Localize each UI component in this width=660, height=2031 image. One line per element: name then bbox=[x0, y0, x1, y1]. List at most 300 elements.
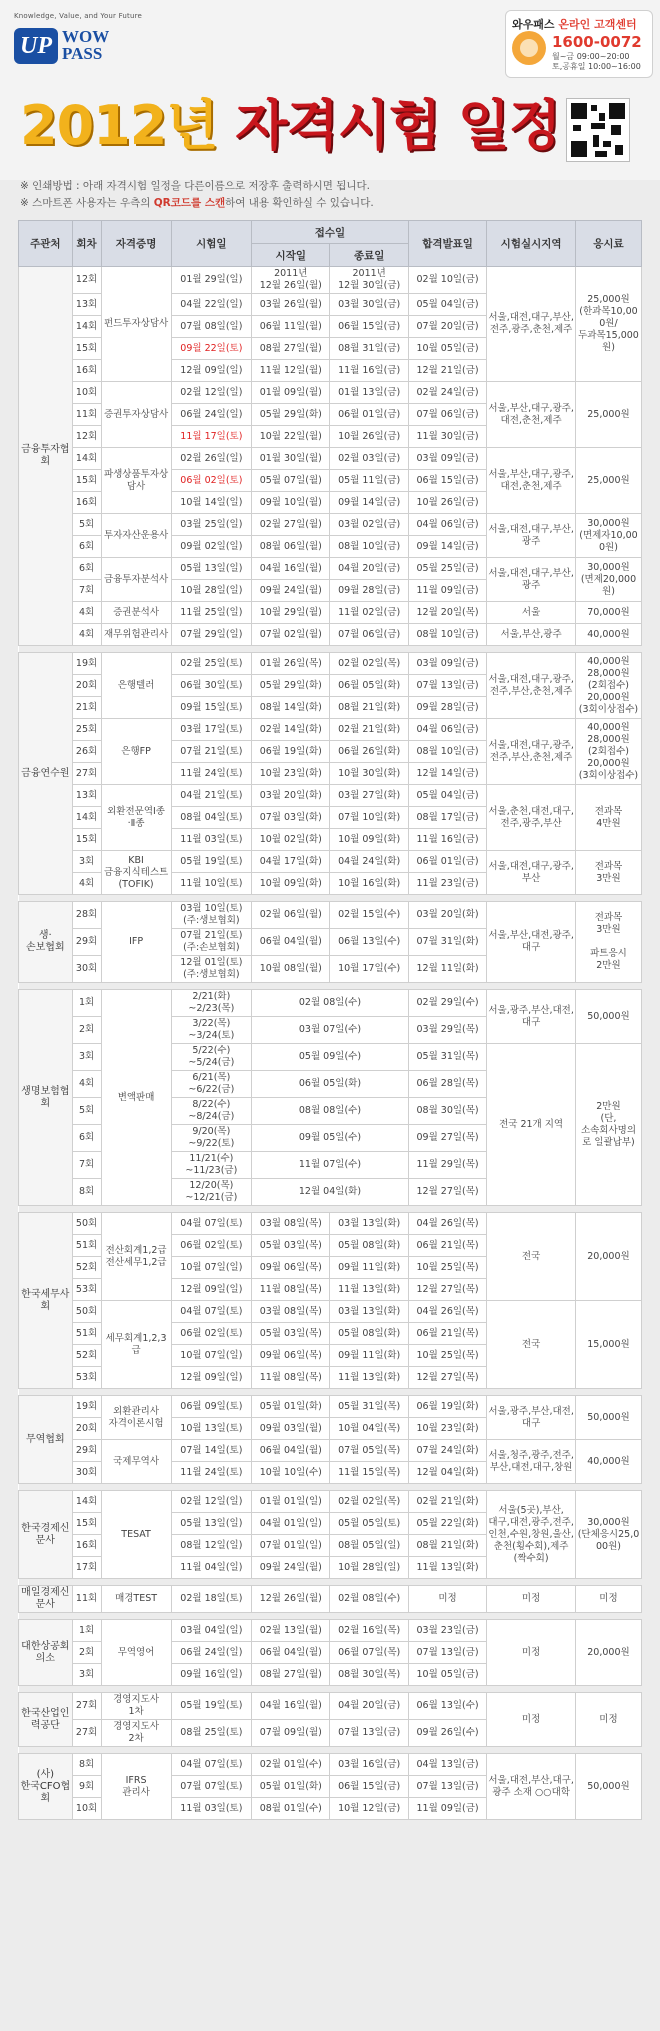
location-cell: 서울,대전,부산,대구,광주 소재 ○○대학 bbox=[487, 1754, 576, 1820]
section-gap bbox=[19, 646, 642, 653]
table-row bbox=[19, 653, 642, 675]
reception-end-cell: 03월 13일(화) bbox=[330, 1301, 408, 1323]
exam-date-cell: 10월 13일(토) bbox=[171, 1418, 251, 1440]
reception-cell: 02월 08일(수) bbox=[252, 990, 409, 1017]
header-round: 회차 bbox=[72, 221, 101, 267]
result-date-cell: 05월 04일(금) bbox=[408, 294, 486, 316]
result-date-cell: 08월 10일(금) bbox=[408, 624, 486, 646]
round-cell: 1회 bbox=[72, 1620, 101, 1642]
result-date-cell: 12월 11일(화) bbox=[408, 956, 486, 983]
reception-end-cell: 02월 21일(화) bbox=[330, 719, 408, 741]
location-cell: 서울,대전,대구,광주,부산 bbox=[487, 851, 576, 895]
result-date-cell: 11월 30일(금) bbox=[408, 426, 486, 448]
table-row bbox=[19, 719, 642, 741]
location-cell: 서울,부산,대전,광주,대구 bbox=[487, 902, 576, 983]
location-cell: 미정 bbox=[487, 1693, 576, 1747]
fee-cell: 30,000원 (면제20,000원) bbox=[575, 558, 641, 602]
reception-end-cell: 09월 14일(금) bbox=[330, 492, 408, 514]
cert-cell: 투자자산운용사 bbox=[101, 514, 171, 558]
round-cell: 27회 bbox=[72, 763, 101, 785]
cert-cell: 외환전문역Ⅰ종·Ⅱ종 bbox=[101, 785, 171, 851]
reception-end-cell: 07월 13일(금) bbox=[330, 1720, 408, 1747]
table-row bbox=[19, 448, 642, 470]
section-gap bbox=[19, 1579, 642, 1586]
reception-end-cell: 03월 16일(금) bbox=[330, 1754, 408, 1776]
reception-end-cell: 08월 21일(화) bbox=[330, 697, 408, 719]
section-gap bbox=[19, 895, 642, 902]
reception-start-cell: 04월 17일(화) bbox=[252, 851, 330, 873]
exam-date-cell: 06월 02일(토) bbox=[171, 1323, 251, 1345]
exam-date-cell: 02월 25일(토) bbox=[171, 653, 251, 675]
table-row bbox=[19, 1491, 642, 1513]
round-cell: 50회 bbox=[72, 1213, 101, 1235]
header bbox=[0, 0, 660, 209]
reception-end-cell: 11월 02일(금) bbox=[330, 602, 408, 624]
reception-start-cell: 03월 08일(목) bbox=[252, 1213, 330, 1235]
logo-up-mark: UP bbox=[14, 28, 58, 64]
cert-cell: 증권분석사 bbox=[101, 602, 171, 624]
org-cell: 대한상공회의소 bbox=[19, 1620, 73, 1686]
result-date-cell: 02월 10일(금) bbox=[408, 267, 486, 294]
location-cell: 전국 bbox=[487, 1301, 576, 1389]
reception-start-cell: 07월 01일(일) bbox=[252, 1535, 330, 1557]
cert-cell: 외환관리사 자격이론시험 bbox=[101, 1396, 171, 1440]
page-title bbox=[20, 96, 560, 156]
exam-date-cell: 12월 09일(일) bbox=[171, 1367, 251, 1389]
reception-cell: 12월 04일(화) bbox=[252, 1179, 409, 1206]
org-cell: 한국경제신문사 bbox=[19, 1491, 73, 1579]
header-end: 종료일 bbox=[330, 244, 408, 267]
result-date-cell: 04월 06일(금) bbox=[408, 514, 486, 536]
location-cell: 서울,대전,대구,부산,광주 bbox=[487, 514, 576, 558]
reception-start-cell: 06월 04일(월) bbox=[252, 1642, 330, 1664]
qr-code-icon[interactable] bbox=[566, 98, 630, 162]
reception-end-cell: 06월 05일(화) bbox=[330, 675, 408, 697]
location-cell: 미정 bbox=[487, 1586, 576, 1613]
reception-end-cell: 09월 11일(화) bbox=[330, 1257, 408, 1279]
result-date-cell: 04월 06일(금) bbox=[408, 719, 486, 741]
round-cell: 16회 bbox=[72, 492, 101, 514]
fee-cell: 20,000원 bbox=[575, 1213, 641, 1301]
exam-date-cell: 02월 12일(일) bbox=[171, 1491, 251, 1513]
reception-start-cell: 09월 03일(월) bbox=[252, 1418, 330, 1440]
reception-end-cell: 05월 11일(금) bbox=[330, 470, 408, 492]
round-cell: 12회 bbox=[72, 267, 101, 294]
result-date-cell: 11월 09일(금) bbox=[408, 1798, 486, 1820]
reception-start-cell: 01월 01일(일) bbox=[252, 1491, 330, 1513]
reception-start-cell: 09월 06일(목) bbox=[252, 1345, 330, 1367]
reception-start-cell: 02월 01일(수) bbox=[252, 1754, 330, 1776]
fee-cell: 15,000원 bbox=[575, 1301, 641, 1389]
logo-tagline: Knowledge, Value, and Your Future bbox=[14, 12, 143, 20]
reception-start-cell: 05월 01일(화) bbox=[252, 1776, 330, 1798]
reception-end-cell: 06월 01일(금) bbox=[330, 404, 408, 426]
org-cell: 생·손보협회 bbox=[19, 902, 73, 983]
exam-date-cell: 9/20(목) ~9/22(토) bbox=[171, 1125, 251, 1152]
reception-start-cell: 10월 22일(월) bbox=[252, 426, 330, 448]
cert-cell: 증권투자상담사 bbox=[101, 382, 171, 448]
reception-end-cell: 02월 02일(목) bbox=[330, 653, 408, 675]
reception-end-cell: 10월 04일(목) bbox=[330, 1418, 408, 1440]
reception-start-cell: 08월 01일(수) bbox=[252, 1798, 330, 1820]
round-cell: 2회 bbox=[72, 1017, 101, 1044]
table-row bbox=[19, 785, 642, 807]
fee-cell: 미정 bbox=[575, 1586, 641, 1613]
round-cell: 30회 bbox=[72, 1462, 101, 1484]
result-date-cell: 03월 20일(화) bbox=[408, 902, 486, 929]
reception-cell: 06월 05일(화) bbox=[252, 1071, 409, 1098]
exam-date-cell: 07월 29일(일) bbox=[171, 624, 251, 646]
reception-end-cell: 08월 10일(금) bbox=[330, 536, 408, 558]
fee-cell: 40,000원 28,000원(2회접수) 20,000원(3회이상접수) bbox=[575, 719, 641, 785]
reception-end-cell: 02월 08일(수) bbox=[330, 1586, 408, 1613]
result-date-cell: 12월 27일(목) bbox=[408, 1279, 486, 1301]
table-row bbox=[19, 1693, 642, 1720]
exam-date-cell: 5/22(수) ~5/24(금) bbox=[171, 1044, 251, 1071]
result-date-cell: 09월 26일(수) bbox=[408, 1720, 486, 1747]
reception-end-cell: 11월 13일(화) bbox=[330, 1367, 408, 1389]
reception-end-cell: 08월 05일(일) bbox=[330, 1535, 408, 1557]
result-date-cell: 10월 05일(금) bbox=[408, 338, 486, 360]
round-cell: 13회 bbox=[72, 785, 101, 807]
reception-end-cell: 05월 08일(화) bbox=[330, 1235, 408, 1257]
section-gap bbox=[19, 1613, 642, 1620]
fee-cell: 40,000원 bbox=[575, 1440, 641, 1484]
reception-start-cell: 06월 11일(월) bbox=[252, 316, 330, 338]
reception-end-cell: 04월 24일(화) bbox=[330, 851, 408, 873]
exam-date-cell: 08월 12일(일) bbox=[171, 1535, 251, 1557]
result-date-cell: 07월 24일(화) bbox=[408, 1440, 486, 1462]
round-cell: 11회 bbox=[72, 404, 101, 426]
reception-end-cell: 2011년 12월 30일(금) bbox=[330, 267, 408, 294]
cs-title bbox=[512, 16, 637, 32]
section-gap bbox=[19, 983, 642, 990]
result-date-cell: 04월 13일(금) bbox=[408, 1754, 486, 1776]
header-location: 시험실시지역 bbox=[487, 221, 576, 267]
reception-start-cell: 10월 10일(수) bbox=[252, 1462, 330, 1484]
cert-cell: 무역영어 bbox=[101, 1620, 171, 1686]
result-date-cell: 04월 26일(목) bbox=[408, 1213, 486, 1235]
table-row bbox=[19, 990, 642, 1017]
result-date-cell: 03월 29일(목) bbox=[408, 1017, 486, 1044]
location-cell: 서울,대전,대구,부산,광주 bbox=[487, 558, 576, 602]
exam-date-cell: 06월 02일(토) bbox=[171, 1235, 251, 1257]
reception-end-cell: 09월 11일(화) bbox=[330, 1345, 408, 1367]
reception-start-cell: 05월 29일(화) bbox=[252, 675, 330, 697]
table-body bbox=[19, 267, 642, 1820]
reception-start-cell: 10월 29일(월) bbox=[252, 602, 330, 624]
location-cell: 전국 21개 지역 bbox=[487, 1044, 576, 1206]
result-date-cell: 05월 04일(금) bbox=[408, 785, 486, 807]
reception-start-cell: 03월 20일(화) bbox=[252, 785, 330, 807]
result-date-cell: 06월 01일(금) bbox=[408, 851, 486, 873]
operator-icon bbox=[512, 31, 546, 65]
round-cell: 10회 bbox=[72, 382, 101, 404]
reception-start-cell: 10월 02일(화) bbox=[252, 829, 330, 851]
cert-cell: 경영지도사 1차 bbox=[101, 1693, 171, 1720]
round-cell: 12회 bbox=[72, 426, 101, 448]
round-cell: 51회 bbox=[72, 1323, 101, 1345]
round-cell: 6회 bbox=[72, 536, 101, 558]
reception-end-cell: 03월 02일(금) bbox=[330, 514, 408, 536]
result-date-cell: 06월 21일(목) bbox=[408, 1235, 486, 1257]
fee-cell: 20,000원 bbox=[575, 1620, 641, 1686]
exam-date-cell: 06월 30일(토) bbox=[171, 675, 251, 697]
fee-cell: 전과목 4만원 bbox=[575, 785, 641, 851]
round-cell: 29회 bbox=[72, 929, 101, 956]
round-cell: 27회 bbox=[72, 1693, 101, 1720]
result-date-cell: 08월 17일(금) bbox=[408, 807, 486, 829]
result-date-cell: 12월 27일(목) bbox=[408, 1367, 486, 1389]
exam-date-cell: 03월 17일(토) bbox=[171, 719, 251, 741]
reception-start-cell: 04월 01일(일) bbox=[252, 1513, 330, 1535]
table-row bbox=[19, 1440, 642, 1462]
reception-end-cell: 08월 30일(목) bbox=[330, 1664, 408, 1686]
round-cell: 10회 bbox=[72, 1798, 101, 1820]
reception-start-cell: 05월 03일(목) bbox=[252, 1323, 330, 1345]
reception-end-cell: 11월 16일(금) bbox=[330, 360, 408, 382]
org-cell: 생명보험협회 bbox=[19, 990, 73, 1206]
exam-date-cell: 8/22(수) ~8/24(금) bbox=[171, 1098, 251, 1125]
cert-cell: 펀드투자상담사 bbox=[101, 267, 171, 382]
exam-date-cell: 04월 07일(토) bbox=[171, 1213, 251, 1235]
exam-date-cell: 06월 24일(일) bbox=[171, 1642, 251, 1664]
section-gap-cell bbox=[19, 646, 642, 653]
exam-date-cell: 07월 08일(일) bbox=[171, 316, 251, 338]
exam-date-cell: 05월 19일(토) bbox=[171, 1693, 251, 1720]
table-header bbox=[19, 221, 642, 267]
reception-start-cell: 05월 29일(화) bbox=[252, 404, 330, 426]
round-cell: 9회 bbox=[72, 1776, 101, 1798]
exam-date-cell: 09월 02일(일) bbox=[171, 536, 251, 558]
location-cell: 서울,청주,광주,전주,부산,대전,대구,창원 bbox=[487, 1440, 576, 1484]
round-cell: 53회 bbox=[72, 1279, 101, 1301]
reception-end-cell: 06월 07일(목) bbox=[330, 1642, 408, 1664]
reception-start-cell: 08월 27일(월) bbox=[252, 338, 330, 360]
round-cell: 5회 bbox=[72, 514, 101, 536]
cert-cell: TESAT bbox=[101, 1491, 171, 1579]
location-cell: 서울 bbox=[487, 602, 576, 624]
reception-end-cell: 06월 15일(금) bbox=[330, 1776, 408, 1798]
reception-start-cell: 10월 08일(월) bbox=[252, 956, 330, 983]
result-date-cell: 10월 23일(화) bbox=[408, 1418, 486, 1440]
result-date-cell: 12월 04일(화) bbox=[408, 1462, 486, 1484]
reception-start-cell: 02월 14일(화) bbox=[252, 719, 330, 741]
reception-cell: 09월 05일(수) bbox=[252, 1125, 409, 1152]
reception-start-cell: 04월 16일(월) bbox=[252, 558, 330, 580]
round-cell: 16회 bbox=[72, 360, 101, 382]
fee-cell: 미정 bbox=[575, 1693, 641, 1747]
cert-cell: 재무위험관리사 bbox=[101, 624, 171, 646]
round-cell: 15회 bbox=[72, 829, 101, 851]
exam-date-cell: 11월 10일(토) bbox=[171, 873, 251, 895]
result-date-cell: 07월 31일(화) bbox=[408, 929, 486, 956]
round-cell: 52회 bbox=[72, 1257, 101, 1279]
reception-start-cell: 11월 12일(월) bbox=[252, 360, 330, 382]
exam-date-cell: 07월 21일(토) bbox=[171, 741, 251, 763]
reception-start-cell: 07월 09일(월) bbox=[252, 1720, 330, 1747]
notes bbox=[20, 178, 374, 212]
result-date-cell: 03월 23일(금) bbox=[408, 1620, 486, 1642]
result-date-cell: 07월 06일(금) bbox=[408, 404, 486, 426]
reception-start-cell: 09월 24일(월) bbox=[252, 1557, 330, 1579]
table-row bbox=[19, 624, 642, 646]
result-date-cell: 08월 10일(금) bbox=[408, 741, 486, 763]
cs-phone[interactable]: 1600-0072 bbox=[552, 33, 642, 51]
result-date-cell: 08월 30일(목) bbox=[408, 1098, 486, 1125]
reception-end-cell: 09월 28일(금) bbox=[330, 580, 408, 602]
reception-start-cell: 11월 08일(목) bbox=[252, 1279, 330, 1301]
round-cell: 51회 bbox=[72, 1235, 101, 1257]
reception-start-cell: 05월 03일(목) bbox=[252, 1235, 330, 1257]
header-org: 주관처 bbox=[19, 221, 73, 267]
reception-end-cell: 06월 13일(수) bbox=[330, 929, 408, 956]
reception-start-cell: 08월 14일(화) bbox=[252, 697, 330, 719]
exam-date-cell: 11월 24일(토) bbox=[171, 1462, 251, 1484]
result-date-cell: 10월 25일(목) bbox=[408, 1257, 486, 1279]
result-date-cell: 11월 16일(금) bbox=[408, 829, 486, 851]
table-row bbox=[19, 267, 642, 294]
reception-end-cell: 08월 31일(금) bbox=[330, 338, 408, 360]
round-cell: 3회 bbox=[72, 1044, 101, 1071]
header-cert: 자격증명 bbox=[101, 221, 171, 267]
exam-date-cell: 07월 21일(토) (주:손보협회) bbox=[171, 929, 251, 956]
reception-start-cell: 02월 06일(월) bbox=[252, 902, 330, 929]
round-cell: 7회 bbox=[72, 580, 101, 602]
exam-date-cell: 04월 07일(토) bbox=[171, 1301, 251, 1323]
table-row bbox=[19, 1396, 642, 1418]
fee-cell: 전과목 3만원 파트응시 2만원 bbox=[575, 902, 641, 983]
reception-start-cell: 07월 02일(월) bbox=[252, 624, 330, 646]
exam-date-cell: 09월 22일(토) bbox=[171, 338, 251, 360]
result-date-cell: 미정 bbox=[408, 1586, 486, 1613]
exam-date-cell: 03월 04일(일) bbox=[171, 1620, 251, 1642]
result-date-cell: 06월 13일(수) bbox=[408, 1693, 486, 1720]
exam-date-cell: 11월 04일(일) bbox=[171, 1557, 251, 1579]
round-cell: 28회 bbox=[72, 902, 101, 929]
cert-cell: 경영지도사 2차 bbox=[101, 1720, 171, 1747]
reception-start-cell: 02월 27일(월) bbox=[252, 514, 330, 536]
table-row bbox=[19, 1213, 642, 1235]
exam-date-cell: 12월 09일(일) bbox=[171, 1279, 251, 1301]
round-cell: 14회 bbox=[72, 807, 101, 829]
result-date-cell: 06월 28일(목) bbox=[408, 1071, 486, 1098]
cs-hours bbox=[552, 52, 641, 72]
result-date-cell: 11월 29일(목) bbox=[408, 1152, 486, 1179]
exam-date-cell: 12월 09일(일) bbox=[171, 360, 251, 382]
round-cell: 6회 bbox=[72, 558, 101, 580]
exam-date-cell: 11월 03일(토) bbox=[171, 1798, 251, 1820]
section-gap-cell bbox=[19, 1484, 642, 1491]
reception-start-cell: 01월 09일(월) bbox=[252, 382, 330, 404]
section-gap bbox=[19, 1206, 642, 1213]
cert-cell: IFP bbox=[101, 902, 171, 983]
reception-start-cell: 05월 07일(월) bbox=[252, 470, 330, 492]
reception-end-cell: 04월 20일(금) bbox=[330, 1693, 408, 1720]
org-cell: 무역협회 bbox=[19, 1396, 73, 1484]
wowpass-logo[interactable] bbox=[14, 12, 154, 72]
exam-date-cell: 01월 29일(일) bbox=[171, 267, 251, 294]
table-row bbox=[19, 851, 642, 873]
exam-date-cell: 06월 24일(일) bbox=[171, 404, 251, 426]
reception-cell: 03월 07일(수) bbox=[252, 1017, 409, 1044]
org-cell: 금융연수원 bbox=[19, 653, 73, 895]
exam-date-cell: 04월 22일(일) bbox=[171, 294, 251, 316]
exam-date-cell: 07월 14일(토) bbox=[171, 1440, 251, 1462]
round-cell: 11회 bbox=[72, 1586, 101, 1613]
reception-end-cell: 02월 15일(수) bbox=[330, 902, 408, 929]
reception-start-cell: 03월 26일(월) bbox=[252, 294, 330, 316]
reception-end-cell: 05월 31일(목) bbox=[330, 1396, 408, 1418]
reception-start-cell: 10월 09일(화) bbox=[252, 873, 330, 895]
round-cell: 14회 bbox=[72, 1491, 101, 1513]
reception-start-cell: 01월 26일(목) bbox=[252, 653, 330, 675]
exam-date-cell: 11월 03일(토) bbox=[171, 829, 251, 851]
exam-date-cell: 02월 26일(일) bbox=[171, 448, 251, 470]
fee-cell: 2만원 (단,소속회사명의로 일괄납부) bbox=[575, 1044, 641, 1206]
cert-cell: 은행FP bbox=[101, 719, 171, 785]
section-gap-cell bbox=[19, 983, 642, 990]
exam-date-cell: 10월 07일(일) bbox=[171, 1257, 251, 1279]
result-date-cell: 10월 26일(금) bbox=[408, 492, 486, 514]
exam-date-cell: 09월 15일(토) bbox=[171, 697, 251, 719]
result-date-cell: 05월 25일(금) bbox=[408, 558, 486, 580]
section-gap bbox=[19, 1484, 642, 1491]
round-cell: 21회 bbox=[72, 697, 101, 719]
result-date-cell: 08월 21일(화) bbox=[408, 1535, 486, 1557]
reception-end-cell: 10월 12일(금) bbox=[330, 1798, 408, 1820]
exam-date-cell: 03월 10일(토) (주:생보협회) bbox=[171, 902, 251, 929]
fee-cell: 30,000원 (면제자10,000원) bbox=[575, 514, 641, 558]
table-row bbox=[19, 902, 642, 929]
round-cell: 3회 bbox=[72, 851, 101, 873]
round-cell: 19회 bbox=[72, 653, 101, 675]
cs-title-text: 온라인 고객센터 bbox=[558, 18, 637, 31]
result-date-cell: 09월 28일(금) bbox=[408, 697, 486, 719]
exam-date-cell: 05월 13일(일) bbox=[171, 1513, 251, 1535]
round-cell: 4회 bbox=[72, 602, 101, 624]
result-date-cell: 07월 13일(금) bbox=[408, 1642, 486, 1664]
round-cell: 20회 bbox=[72, 1418, 101, 1440]
customer-center-box[interactable] bbox=[505, 10, 653, 78]
exam-date-cell: 10월 14일(일) bbox=[171, 492, 251, 514]
location-cell: 서울(5곳),부산,대구,대전,광주,전주,인천,수원,창원,울산,춘천(횡수회),제주(짝수회) bbox=[487, 1491, 576, 1579]
location-cell: 서울,부산,대구,광주,대전,춘천,제주 bbox=[487, 448, 576, 514]
result-date-cell: 10월 05일(금) bbox=[408, 1664, 486, 1686]
header-exam-date: 시험일 bbox=[171, 221, 251, 267]
exam-date-cell: 10월 07일(일) bbox=[171, 1345, 251, 1367]
location-cell: 미정 bbox=[487, 1620, 576, 1686]
reception-end-cell: 01월 13일(금) bbox=[330, 382, 408, 404]
result-date-cell: 11월 13일(화) bbox=[408, 1557, 486, 1579]
round-cell: 15회 bbox=[72, 338, 101, 360]
org-cell: 한국산업인력공단 bbox=[19, 1693, 73, 1747]
cert-cell: 변액판매 bbox=[101, 990, 171, 1206]
exam-date-cell: 11월 25일(일) bbox=[171, 602, 251, 624]
reception-end-cell: 10월 26일(금) bbox=[330, 426, 408, 448]
reception-end-cell: 06월 15일(금) bbox=[330, 316, 408, 338]
cert-cell: 은행텔러 bbox=[101, 653, 171, 719]
org-cell: 한국세무사회 bbox=[19, 1213, 73, 1389]
round-cell: 7회 bbox=[72, 1152, 101, 1179]
table-row bbox=[19, 602, 642, 624]
reception-start-cell: 06월 04일(월) bbox=[252, 1440, 330, 1462]
exam-date-cell: 06월 02일(토) bbox=[171, 470, 251, 492]
section-gap-cell bbox=[19, 1389, 642, 1396]
exam-date-cell: 02월 12일(일) bbox=[171, 382, 251, 404]
round-cell: 14회 bbox=[72, 316, 101, 338]
round-cell: 30회 bbox=[72, 956, 101, 983]
